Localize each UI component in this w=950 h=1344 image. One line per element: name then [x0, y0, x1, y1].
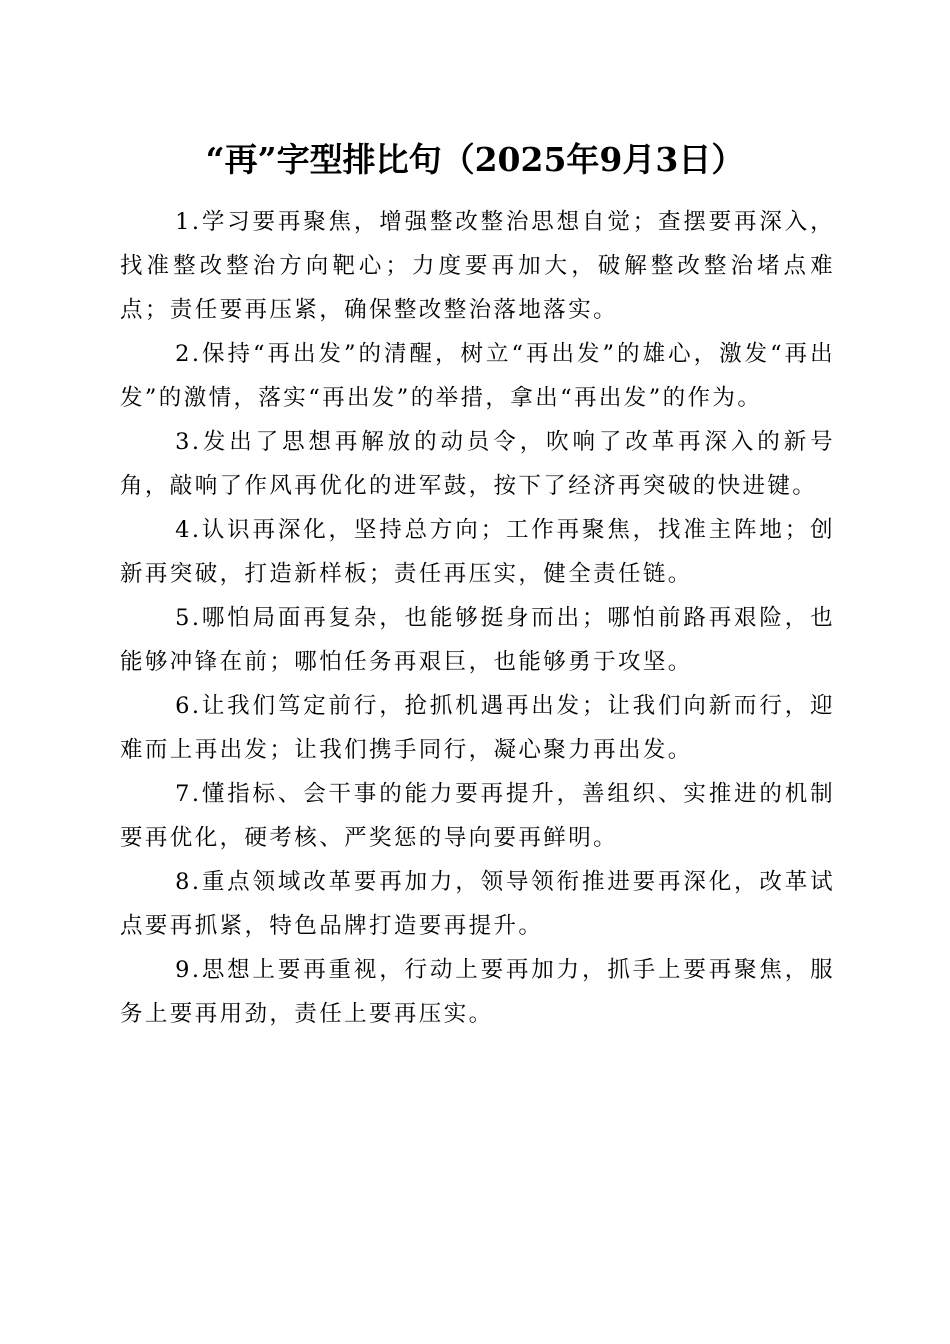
paragraph-4: 4.认识再深化，坚持总方向；工作再聚焦，找准主阵地；创新再突破，打造新样板；责任再压实，健全责任链。	[120, 517, 835, 587]
paragraph-6: 6.让我们笃定前行，抢抓机遇再出发；让我们向新而行，迎难而上再出发；让我们携手同行，凝心聚力再出发。	[120, 693, 835, 763]
paragraph-7: 7.懂指标、会干事的能力要再提升，善组织、实推进的机制要再优化，硬考核、严奖惩的导向要再鲜明。	[120, 781, 835, 851]
document-body	[120, 200, 835, 1036]
paragraph-8: 8.重点领域改革要再加力，领导领衔推进要再深化，改革试点要再抓紧，特色品牌打造要再提升。	[120, 869, 835, 939]
paragraph-9: 9.思想上要再重视，行动上要再加力，抓手上要再聚焦，服务上要再用劲，责任上要再压实。	[120, 957, 835, 1027]
paragraph-1: 1.学习要再聚焦，增强整改整治思想自觉；查摆要再深入，找准整改整治方向靶心；力度要再加大，破解整改整治堵点难点；责任要再压紧，确保整改整治落地落实。	[120, 209, 835, 323]
paragraph-5: 5.哪怕局面再复杂，也能够挺身而出；哪怕前路再艰险，也能够冲锋在前；哪怕任务再艰巨，也能够勇于攻坚。	[120, 605, 835, 675]
paragraph-2: 2.保持“再出发”的清醒，树立“再出发”的雄心，激发“再出发”的激情，落实“再出发”的举措，拿出“再出发”的作为。	[120, 341, 835, 411]
document-title: “再”字型排比句（2025年9月3日）	[205, 140, 745, 179]
paragraph-3: 3.发出了思想再解放的动员令，吹响了改革再深入的新号角，敲响了作风再优化的进军鼓，按下了经济再突破的快进键。	[120, 429, 835, 499]
